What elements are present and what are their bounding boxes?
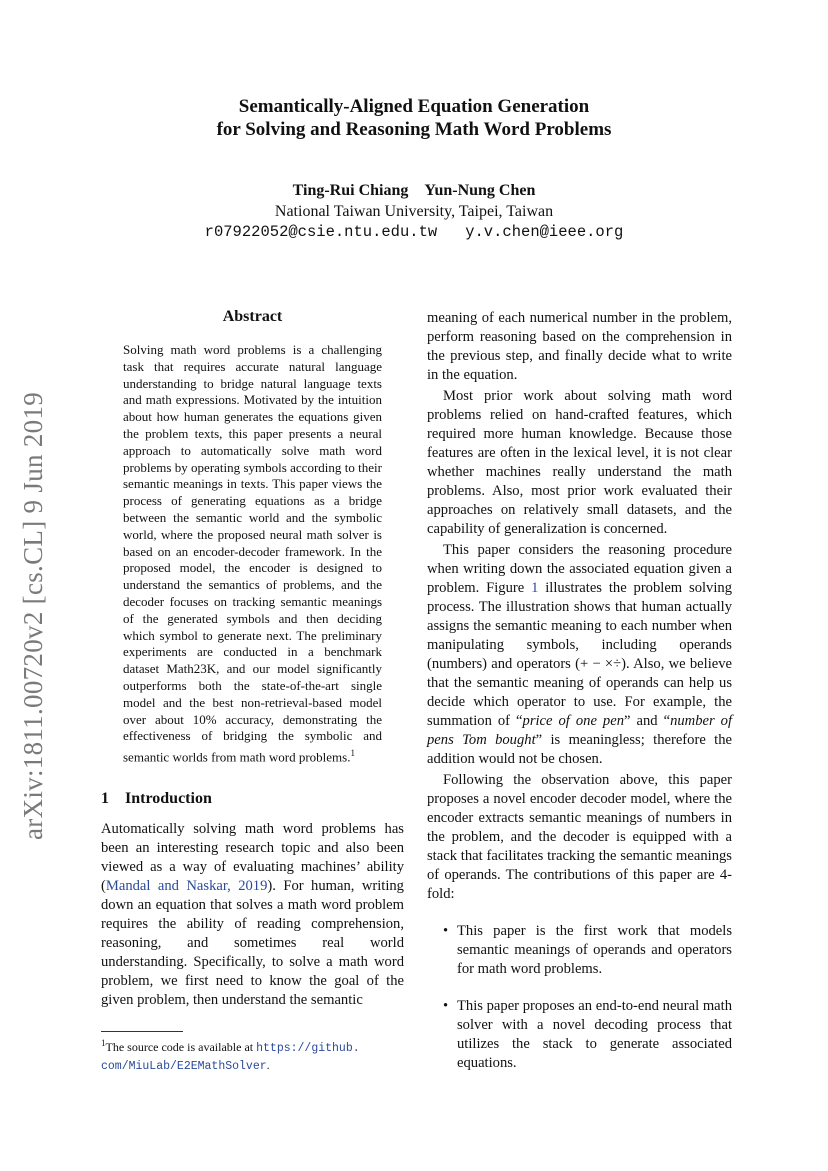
- title-line-2: for Solving and Reasoning Math Word Problems: [216, 119, 612, 140]
- contribution-item: [427, 997, 732, 1073]
- email-1: r07922052@csie.ntu.edu.tw: [204, 223, 438, 241]
- intro-paragraph-3: [427, 541, 732, 769]
- intro-paragraph-1: [101, 820, 404, 1010]
- author-2: Yun-Nung Chen: [424, 182, 536, 199]
- bullet-icon: •: [443, 998, 449, 1014]
- title-line-1: Semantically-Aligned Equation Generation: [238, 96, 590, 117]
- text-span: ” is meaningless; therefore the addition would not be chosen.: [427, 732, 732, 767]
- section-heading-introduction: [101, 790, 404, 808]
- url-part: com/MiuLab/E2EMathSolver: [101, 1060, 267, 1073]
- intro-paragraph-1-continued: meaning of each numerical number in the problem, perform reasoning based on the comprehension in the previous step, and finally decide what to write in the equation.: [427, 310, 732, 383]
- author-names: [0, 180, 828, 201]
- url-part: https://github.: [256, 1042, 360, 1055]
- abstract-body: Solving math word problems is a challenging task that requires accurate natural language understanding to bridge natural language texts and math expressions. Motivated by the intuition about how human generates the equations given the problem texts, this paper presents a neural approach to automatically solve math word problems by operating symbols according to their semantic meanings in texts. This paper views the process of generating equations as a bridge between the semantic world and the symbolic world, where the proposed neural math solver is based on an encoder-decoder framework. In the proposed model, the encoder is designed to understand the semantics of problems, and the decoder focuses on tracking semantic meanings of the generated symbols and then deciding which symbol to generate next. The preliminary experiments are conducted in a benchmark dataset Math23K, and our model significantly outperforms both the state-of-the-art single model and the best non-retrieval-based model over about 10% accuracy, demonstrating the effectiveness of bridging the symbolic and semantic worlds from math word problems.: [123, 342, 382, 765]
- author-block: [0, 180, 828, 243]
- contribution-text: This paper is the first work that models semantic meanings of operands and operators for math word problems.: [457, 923, 732, 977]
- footnote-rule: [101, 1031, 183, 1032]
- bullet-icon: •: [443, 923, 449, 939]
- footnote-mark: 1: [101, 1038, 106, 1048]
- arxiv-stamp: arXiv:1811.00720v2 [cs.CL] 9 Jun 2019: [18, 391, 48, 840]
- footnote-ref[interactable]: 1: [350, 748, 355, 759]
- footnote-text: The source code is available at: [105, 1040, 257, 1054]
- citation-link[interactable]: Mandal and Naskar, 2019: [105, 878, 268, 895]
- text-span: illustrates the problem solving process. The illustration shows that human actually assigns the semantic meaning to each number when manipulating symbols, including operands (numbers) and operators (+ − ×÷). Also, we believe that the semantic meaning of operands can help us decide which operator to use. For example, the summation of “: [427, 580, 732, 729]
- affiliation: National Taiwan University, Taipei, Taiwan: [274, 203, 554, 220]
- contribution-list: [427, 922, 732, 1073]
- text-span: This paper considers the reasoning procedure when writing down the associated equation given a problem. Figure: [427, 542, 732, 596]
- figure-link[interactable]: 1: [531, 580, 539, 596]
- contribution-item: [427, 922, 732, 979]
- italic-phrase: price of one pen: [522, 713, 625, 729]
- text-span: Automatically solving math word problems has been an interesting research topic and also been viewed as a way of evaluating machines’ ability (: [101, 821, 404, 895]
- intro-paragraph-4: Following the observation above, this paper proposes a novel encoder decoder model, where the encoder extracts semantic meanings of numbers in the problem, and the decoder is equipped with a stack that facilitates tracking the semantic meanings of operands. The contributions of this paper are 4-fold:: [427, 772, 732, 902]
- author-1: Ting-Rui Chiang: [292, 182, 409, 199]
- left-column: [101, 308, 404, 1010]
- author-emails: [0, 222, 828, 243]
- footnote-end: .: [266, 1058, 270, 1072]
- email-2: y.v.chen@ieee.org: [465, 223, 624, 241]
- abstract-heading: Abstract: [222, 308, 283, 325]
- italic-phrase: number of pens Tom bought: [427, 713, 733, 748]
- paper-title: [0, 95, 828, 141]
- abstract-text: [123, 342, 382, 766]
- footnote: [101, 1035, 404, 1075]
- intro-paragraph-2: Most prior work about solving math word problems relied on hand-crafted features, which required more human knowledge. Because those features are often in the lexical level, it is not clear whether machines really understand the math problems. Also, most prior work evaluated their approaches on relatively small datasets, and the capability of generalization is concerned.: [427, 388, 732, 537]
- text-span: ). For human, writing down an equation that solves a math word problem requires the ability of reading comprehension, reasoning, and sometimes real world understanding. Specifically, to solve a math word problem, we first need to know the goal of the given problem, then understand the semantic: [101, 878, 404, 1009]
- right-column: [427, 310, 732, 1091]
- text-span: ” and “: [624, 713, 671, 729]
- section-title: Introduction: [125, 790, 212, 808]
- section-number: 1: [101, 790, 109, 808]
- contribution-text: This paper proposes an end-to-end neural math solver with a novel decoding process that utilizes the stack to generate associated equations.: [457, 998, 732, 1071]
